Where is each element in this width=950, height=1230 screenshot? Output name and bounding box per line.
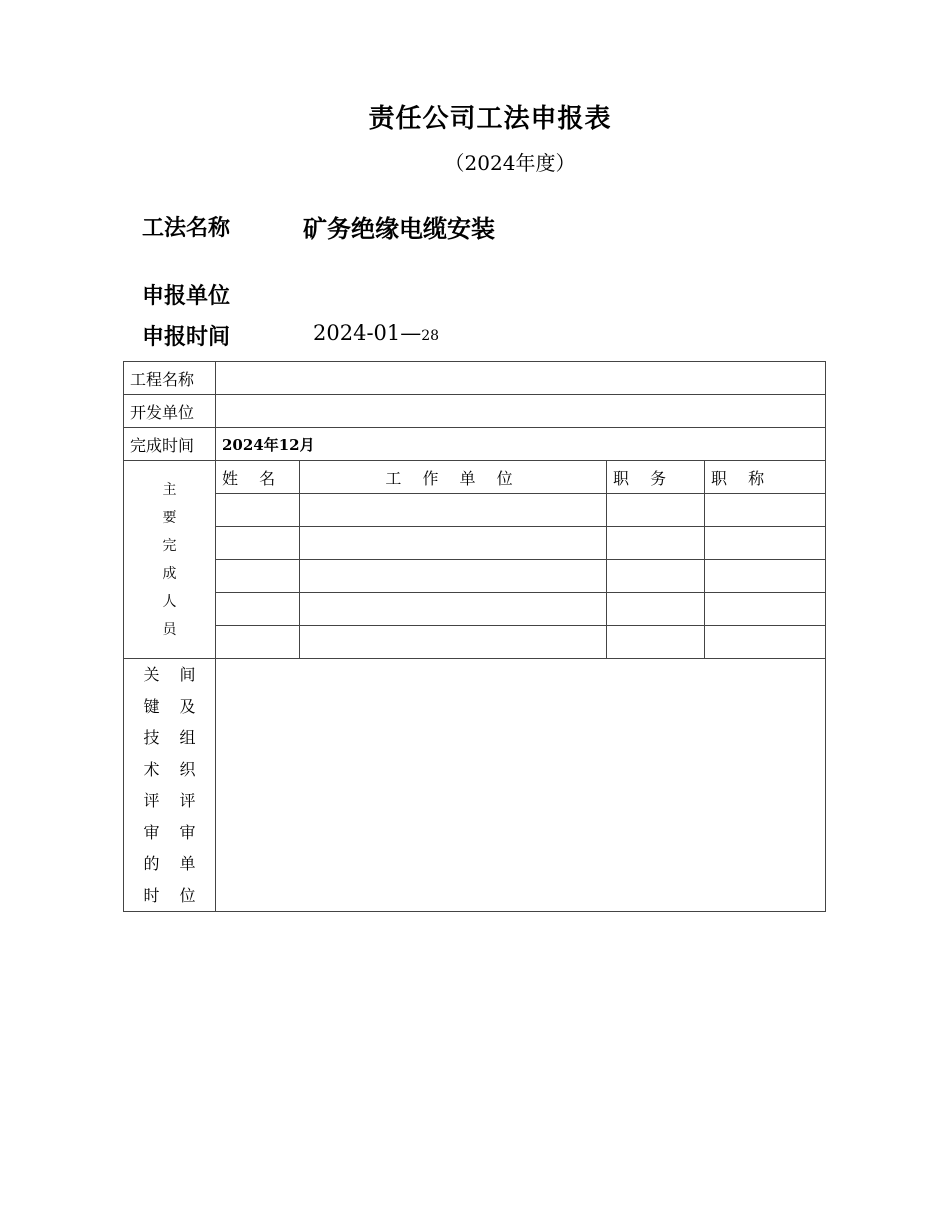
project-name-label: 工程名称 (124, 362, 216, 395)
header-position: 职 务 (607, 461, 705, 494)
time-label: 申报时间 (142, 324, 231, 350)
person-title-cell[interactable] (705, 494, 826, 527)
time-value (313, 321, 439, 345)
developer-row (124, 395, 826, 428)
review-content-field[interactable] (216, 659, 826, 912)
header-name: 姓 名 (216, 461, 300, 494)
review-label-char: 键 (143, 696, 160, 716)
completion-row (124, 428, 826, 461)
review-label-char: 评 (179, 791, 196, 810)
review-label-char: 评 (143, 791, 160, 810)
review-label-char: 及 (179, 696, 196, 716)
review-label-char: 关 (143, 665, 160, 684)
time-value-suffix: 28 (421, 328, 440, 344)
review-label-char: 审 (179, 822, 196, 842)
people-row (124, 494, 826, 527)
review-label-char: 审 (143, 822, 160, 842)
people-label-char: 人 (162, 593, 177, 610)
person-position-cell[interactable] (607, 626, 705, 659)
completion-field[interactable]: 2024年12月 (216, 428, 826, 461)
method-name-value: 矿务绝缘电缆安装 (303, 214, 495, 243)
person-title-cell[interactable] (705, 593, 826, 626)
person-unit-cell[interactable] (300, 626, 607, 659)
people-row (124, 560, 826, 593)
developer-label: 开发单位 (124, 395, 216, 428)
person-unit-cell[interactable] (300, 593, 607, 626)
header-work-unit: 工 作 单 位 (300, 461, 607, 494)
person-position-cell[interactable] (607, 494, 705, 527)
review-label-char: 的 (143, 854, 160, 873)
people-label-char: 要 (162, 509, 177, 526)
people-row (124, 626, 826, 659)
review-section-label (124, 659, 216, 912)
person-name-cell[interactable] (216, 527, 300, 560)
completion-label: 完成时间 (124, 428, 216, 461)
person-name-cell[interactable] (216, 593, 300, 626)
review-label-char: 单 (179, 854, 196, 873)
person-position-cell[interactable] (607, 527, 705, 560)
people-label-char: 完 (162, 537, 177, 554)
people-header-row (124, 461, 826, 494)
person-title-cell[interactable] (705, 560, 826, 593)
method-name-label: 工法名称 (142, 215, 231, 241)
review-label-char: 术 (143, 759, 160, 779)
person-position-cell[interactable] (607, 560, 705, 593)
review-label-char: 技 (143, 728, 160, 747)
person-unit-cell[interactable] (300, 494, 607, 527)
review-label-char: 间 (179, 665, 196, 684)
person-title-cell[interactable] (705, 527, 826, 560)
people-section-label (124, 461, 216, 659)
person-title-cell[interactable] (705, 626, 826, 659)
project-name-row (124, 362, 826, 395)
person-unit-cell[interactable] (300, 527, 607, 560)
person-position-cell[interactable] (607, 593, 705, 626)
header-title: 职 称 (705, 461, 826, 494)
review-label-col-2 (180, 659, 196, 911)
unit-label: 申报单位 (142, 283, 231, 309)
people-row (124, 593, 826, 626)
person-name-cell[interactable] (216, 494, 300, 527)
review-label-col-1 (143, 659, 159, 911)
developer-field[interactable] (216, 395, 826, 428)
people-label-char: 成 (162, 565, 177, 582)
people-label-char: 主 (162, 481, 177, 498)
people-row (124, 527, 826, 560)
time-value-main: 2024-01— (313, 321, 422, 345)
review-label-char: 组 (179, 728, 196, 747)
people-label-char: 员 (162, 621, 177, 638)
review-label-char: 织 (179, 759, 196, 779)
form-year: （2024年度） (444, 151, 576, 175)
project-name-field[interactable] (216, 362, 826, 395)
person-unit-cell[interactable] (300, 560, 607, 593)
review-row (124, 659, 826, 912)
review-label-char: 位 (179, 885, 196, 905)
review-label-char: 时 (143, 885, 160, 905)
person-name-cell[interactable] (216, 626, 300, 659)
form-title: 责任公司工法申报表 (368, 104, 612, 134)
application-form-table (123, 361, 826, 912)
person-name-cell[interactable] (216, 560, 300, 593)
